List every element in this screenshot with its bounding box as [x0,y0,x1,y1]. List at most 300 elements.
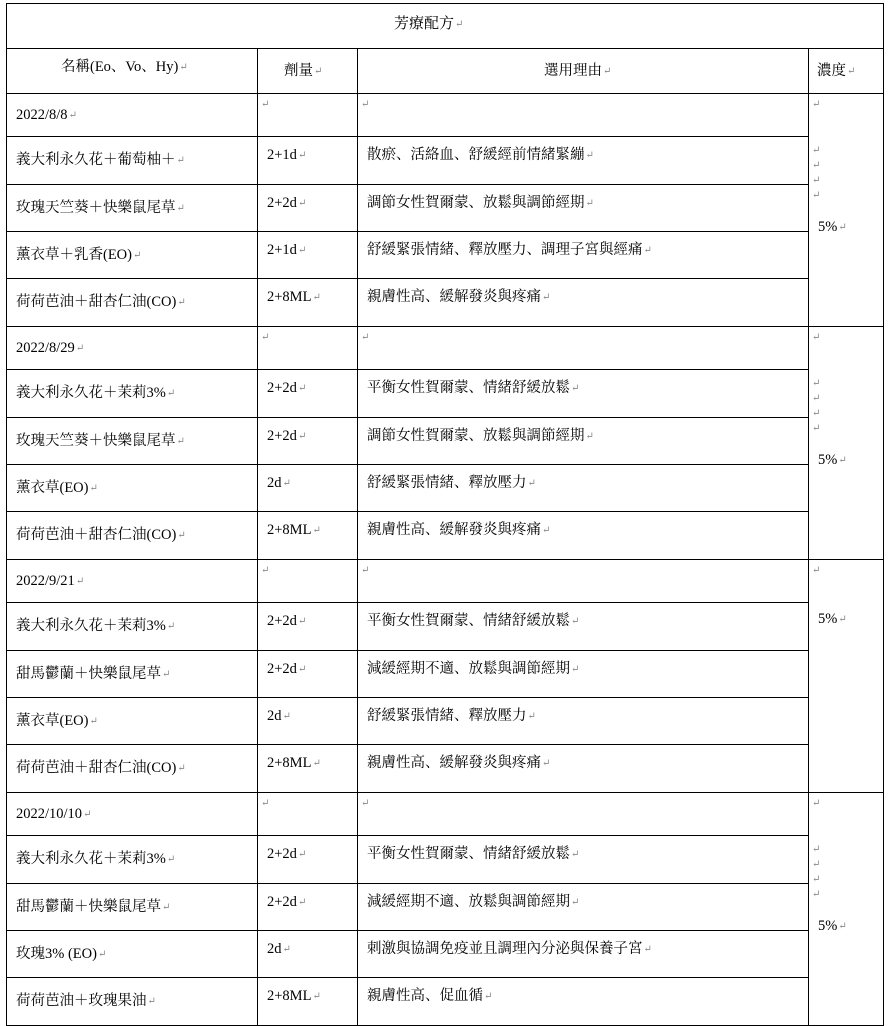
section-date [16,106,77,125]
ingredient-name [16,898,170,917]
ingredient-name-text: 荷荷芭油＋玫瑰果油 [16,993,147,1009]
dose-value-text: 2+2d [267,661,297,677]
ingredient-name [16,384,175,403]
reason-text [367,146,594,165]
concentration-value-text: 5% [818,219,838,235]
paragraph-return-mark: ↵ [176,155,185,166]
concentration-left-border [808,136,809,326]
data-row-top-border [6,464,808,465]
aromatherapy-formula-table [6,3,884,1020]
data-row-col-border [357,697,358,744]
data-row-top-border [6,835,808,836]
reason-text [367,940,652,959]
concentration-value-text: 5% [818,452,838,468]
data-row-col-border [357,835,358,883]
date-row-col-border [6,93,7,136]
paragraph-return-mark: ↵ [97,949,107,960]
ingredient-name [16,712,98,731]
data-row-col-border [357,464,358,511]
header-col-border [6,48,7,93]
paragraph-return-mark: ↵ [297,664,307,675]
dose-value [267,707,291,726]
header-concentration [817,62,855,81]
empty-cell-mark [811,885,820,904]
header-col-border [257,48,258,93]
table-title [394,15,463,34]
dose-value-text: 2+1d [267,147,297,163]
reason-text-text: 親膚性高、促血循 [367,988,483,1004]
data-row-top-border [6,369,808,370]
reason-text-text: 平衡女性賀爾蒙、情緒舒緩放鬆 [367,613,570,629]
date-row-col-border [808,559,809,602]
reason-text [367,612,579,631]
paragraph-return-mark: ↵ [261,565,270,576]
paragraph-return-mark: ↵ [542,292,551,303]
date-row-col-border [883,326,884,369]
paragraph-return-mark: ↵ [297,245,307,256]
reason-text [367,379,579,398]
paragraph-return-mark: ↵ [812,99,821,110]
reason-text [367,521,550,540]
paragraph-return-mark: ↵ [261,332,270,343]
paragraph-return-mark: ↵ [297,150,307,161]
reason-text [367,987,492,1006]
paragraph-return-mark: ↵ [177,530,186,541]
date-row-top-border [6,792,884,793]
ingredient-name [16,479,98,498]
reason-text [367,707,536,726]
data-row-top-border [6,744,808,745]
data-row-col-border [257,278,258,326]
paragraph-return-mark: ↵ [571,616,580,627]
concentration-value-text: 5% [818,611,838,627]
paragraph-return-mark: ↵ [75,576,85,587]
dose-value [267,987,321,1006]
paragraph-return-mark: ↵ [812,160,821,171]
data-row-col-border [357,231,358,278]
date-row-col-border [257,93,258,136]
empty-cell-mark [260,794,269,813]
paragraph-return-mark: ↵ [147,996,156,1007]
paragraph-return-mark: ↵ [571,897,580,908]
reason-text-text: 親膚性高、緩解發炎與疼痛 [367,289,541,305]
dose-value [267,845,306,864]
ingredient-name-text: 義大利永久花＋茉莉3% [16,851,166,867]
data-row-left-border [6,417,7,464]
dose-value [267,146,306,165]
ingredient-name [16,199,185,218]
ingredient-name-text: 甜馬鬱蘭＋快樂鼠尾草 [16,899,161,915]
paragraph-return-mark: ↵ [162,902,171,913]
concentration-value [818,610,847,629]
data-row-top-border [6,417,808,418]
paragraph-return-mark: ↵ [812,565,821,576]
concentration-value [818,917,847,936]
header-col-border [357,48,358,93]
paragraph-return-mark: ↵ [838,614,847,625]
reason-text-text: 親膚性高、緩解發炎與疼痛 [367,522,541,538]
dose-value [267,521,321,540]
data-row-left-border [6,602,7,650]
data-row-col-border [357,369,358,417]
paragraph-return-mark: ↵ [361,332,370,343]
ingredient-name [16,992,156,1011]
data-row-col-border [357,930,358,977]
ingredient-name-text: 義大利永久花＋茉莉3% [16,618,166,634]
data-row-col-border [257,417,258,464]
data-row-col-border [257,602,258,650]
header-concentration-text: 濃度 [817,63,846,79]
paragraph-return-mark: ↵ [812,175,821,186]
paragraph-return-mark: ↵ [297,849,307,860]
dose-value [267,194,306,213]
date-row-col-border [883,792,884,835]
data-row-col-border [357,417,358,464]
date-row-col-border [6,792,7,835]
ingredient-name-text: 玫瑰天竺葵＋快樂鼠尾草 [16,200,176,216]
data-row-col-border [257,464,258,511]
data-row-top-border [6,511,808,512]
reason-text-text: 減緩經期不適、放鬆與調節經期 [367,894,570,910]
data-row-left-border [6,184,7,231]
date-row-col-border [357,792,358,835]
date-row-col-border [257,559,258,602]
data-row-col-border [257,136,258,184]
empty-cell-mark [360,561,369,580]
paragraph-return-mark: ↵ [812,332,821,343]
dose-value-text: 2+2d [267,195,297,211]
data-row-top-border [6,883,808,884]
paragraph-return-mark: ↵ [314,66,323,77]
paragraph-return-mark: ↵ [542,758,551,769]
data-row-left-border [6,835,7,883]
paragraph-return-mark: ↵ [812,859,821,870]
paragraph-return-mark: ↵ [571,664,580,675]
paragraph-return-mark: ↵ [166,854,176,865]
data-row-top-border [6,602,808,603]
data-row-col-border [357,602,358,650]
paragraph-return-mark: ↵ [297,897,307,908]
data-row-top-border [6,136,808,137]
data-row-col-border [257,835,258,883]
paragraph-return-mark: ↵ [527,478,536,489]
paragraph-return-mark: ↵ [176,203,185,214]
header-col-border [883,48,884,93]
paragraph-return-mark: ↵ [312,525,321,536]
date-row-col-border [257,326,258,369]
data-row-col-border [257,744,258,792]
data-row-left-border [6,650,7,697]
date-row-col-border [808,326,809,369]
paragraph-return-mark: ↵ [282,478,291,489]
header-dose-text: 劑量 [284,63,313,79]
paragraph-return-mark: ↵ [838,921,847,932]
ingredient-name [16,151,185,170]
dose-value [267,379,306,398]
dose-value-text: 2+8ML [267,522,312,538]
paragraph-return-mark: ↵ [89,716,98,727]
paragraph-return-mark: ↵ [162,669,171,680]
date-row-col-border [357,326,358,369]
paragraph-return-mark: ↵ [812,423,821,434]
data-row-top-border [6,697,808,698]
dose-value [267,288,321,307]
paragraph-return-mark: ↵ [643,245,652,256]
paragraph-return-mark: ↵ [812,798,821,809]
reason-text [367,893,579,912]
paragraph-return-mark: ↵ [312,991,321,1002]
reason-text-text: 減緩經期不適、放鬆與調節經期 [367,661,570,677]
empty-cell-mark [360,95,369,114]
header-reason [544,62,611,81]
paragraph-return-mark: ↵ [282,944,291,955]
reason-text-text: 舒緩緊張情緒、釋放壓力 [367,475,527,491]
paragraph-return-mark: ↵ [297,616,307,627]
concentration-value [818,451,847,470]
reason-text [367,194,594,213]
paragraph-return-mark: ↵ [542,525,551,536]
paragraph-return-mark: ↵ [282,711,291,722]
data-row-col-border [357,511,358,559]
paragraph-return-mark: ↵ [166,621,176,632]
reason-text [367,474,536,493]
data-row-left-border [6,977,7,1025]
concentration-right-border [883,136,884,326]
reason-text [367,845,579,864]
ingredient-name-text: 玫瑰天竺葵＋快樂鼠尾草 [16,433,176,449]
paragraph-return-mark: ↵ [812,874,821,885]
data-row-col-border [357,278,358,326]
ingredient-name-text: 薰衣草(EO) [16,480,89,496]
ingredient-name [16,246,141,265]
empty-cell-mark [811,561,820,580]
reason-text [367,660,579,679]
empty-cell-mark [811,794,820,813]
date-row-top-border [6,326,884,327]
data-row-top-border [6,650,808,651]
date-row-col-border [6,326,7,369]
data-row-col-border [257,697,258,744]
date-row-col-border [883,93,884,136]
section-date-text: 2022/8/8 [16,107,68,123]
section-date [16,572,84,591]
paragraph-return-mark: ↵ [297,383,307,394]
ingredient-name-text: 薰衣草(EO) [16,713,89,729]
data-row-left-border [6,744,7,792]
date-row-col-border [257,792,258,835]
data-row-left-border [6,883,7,930]
data-row-top-border [6,930,808,931]
dose-value [267,241,306,260]
date-row-col-border [357,93,358,136]
ingredient-name-text: 玫瑰3% (EO) [16,946,97,962]
date-row-col-border [6,559,7,602]
paragraph-return-mark: ↵ [484,991,493,1002]
ingredient-name-text: 荷荷芭油＋甜杏仁油(CO) [16,527,177,543]
concentration-left-border [808,602,809,792]
dose-value-text: 2d [267,708,282,724]
paragraph-return-mark: ↵ [361,565,370,576]
data-row-left-border [6,464,7,511]
table-title-text: 芳療配方 [394,16,455,32]
paragraph-return-mark: ↵ [812,190,821,201]
data-row-left-border [6,231,7,278]
table-top-border [6,3,884,4]
title-left-border [6,3,7,48]
empty-cell-mark [260,561,269,580]
data-row-left-border [6,136,7,184]
reason-text-text: 調節女性賀爾蒙、放鬆與調節經期 [367,195,585,211]
paragraph-return-mark: ↵ [812,889,821,900]
paragraph-return-mark: ↵ [179,62,188,73]
empty-cell-mark [360,794,369,813]
reason-text [367,427,594,446]
data-row-col-border [357,977,358,1025]
header-name [61,58,188,77]
data-row-col-border [257,231,258,278]
data-row-top-border [6,231,808,232]
section-date-text: 2022/10/10 [16,806,83,822]
paragraph-return-mark: ↵ [166,388,176,399]
paragraph-return-mark: ↵ [177,763,186,774]
paragraph-return-mark: ↵ [312,292,321,303]
paragraph-return-mark: ↵ [75,343,85,354]
concentration-right-border [883,602,884,792]
data-row-col-border [257,930,258,977]
data-row-col-border [357,744,358,792]
paragraph-return-mark: ↵ [838,222,847,233]
dose-value-text: 2+2d [267,380,297,396]
data-row-col-border [257,511,258,559]
data-row-col-border [357,650,358,697]
reason-text-text: 平衡女性賀爾蒙、情緒舒緩放鬆 [367,380,570,396]
paragraph-return-mark: ↵ [585,150,594,161]
paragraph-return-mark: ↵ [361,99,370,110]
dose-value [267,940,291,959]
concentration-value-text: 5% [818,918,838,934]
data-row-col-border [357,883,358,930]
paragraph-return-mark: ↵ [812,408,821,419]
dose-value-text: 2+8ML [267,289,312,305]
data-row-top-border [6,278,808,279]
dose-value [267,612,306,631]
data-row-col-border [357,184,358,231]
paragraph-return-mark: ↵ [585,431,594,442]
data-row-left-border [6,697,7,744]
date-row-col-border [883,559,884,602]
reason-text-text: 刺激與協調免疫並且調理內分泌與保養子宮 [367,941,643,957]
empty-cell-mark [260,328,269,347]
paragraph-return-mark: ↵ [838,455,847,466]
reason-text-text: 舒緩緊張情緒、釋放壓力、調理子宮與經痛 [367,242,643,258]
dose-value [267,660,306,679]
ingredient-name-text: 義大利永久花＋葡萄柚＋ [16,152,176,168]
section-date [16,805,91,824]
dose-value-text: 2+8ML [267,755,312,771]
paragraph-return-mark: ↵ [297,198,307,209]
date-row-top-border [6,93,884,94]
paragraph-return-mark: ↵ [89,483,98,494]
paragraph-return-mark: ↵ [176,436,185,447]
ingredient-name [16,945,106,964]
empty-cell-mark [360,328,369,347]
dose-value [267,427,306,446]
paragraph-return-mark: ↵ [68,110,77,121]
data-row-col-border [257,369,258,417]
ingredient-name [16,759,186,778]
data-row-col-border [257,883,258,930]
paragraph-return-mark: ↵ [261,99,270,110]
ingredient-name [16,526,186,545]
reason-text [367,288,550,307]
reason-text [367,241,652,260]
data-row-left-border [6,930,7,977]
date-row-col-border [808,792,809,835]
header-top-border [6,48,884,49]
header-col-border [808,48,809,93]
dose-value-text: 2+2d [267,613,297,629]
data-row-col-border [257,184,258,231]
paragraph-return-mark: ↵ [571,849,580,860]
paragraph-return-mark: ↵ [643,944,652,955]
date-row-top-border [6,559,884,560]
paragraph-return-mark: ↵ [571,383,580,394]
paragraph-return-mark: ↵ [812,145,821,156]
paragraph-return-mark: ↵ [312,758,321,769]
reason-text-text: 親膚性高、緩解發炎與疼痛 [367,755,541,771]
paragraph-return-mark: ↵ [812,844,821,855]
title-right-border [883,3,884,48]
paragraph-return-mark: ↵ [455,19,464,30]
header-name-text: 名稱(Eo、Vo、Hy) [61,59,179,75]
paragraph-return-mark: ↵ [297,431,307,442]
empty-cell-mark [811,328,820,347]
data-row-col-border [357,136,358,184]
concentration-left-border [808,369,809,559]
empty-cell-mark [260,95,269,114]
reason-text [367,754,550,773]
ingredient-name [16,432,185,451]
ingredient-name-text: 甜馬鬱蘭＋快樂鼠尾草 [16,666,161,682]
concentration-right-border [883,835,884,1025]
dose-value-text: 2+2d [267,846,297,862]
paragraph-return-mark: ↵ [177,297,186,308]
paragraph-return-mark: ↵ [812,393,821,404]
paragraph-return-mark: ↵ [133,250,142,261]
ingredient-name-text: 薰衣草＋乳香(EO) [16,247,132,263]
data-row-top-border [6,184,808,185]
reason-text-text: 舒緩緊張情緒、釋放壓力 [367,708,527,724]
paragraph-return-mark: ↵ [83,809,92,820]
header-reason-text: 選用理由 [544,63,602,79]
paragraph-return-mark: ↵ [603,66,612,77]
paragraph-return-mark: ↵ [812,378,821,389]
dose-value-text: 2d [267,475,282,491]
data-row-top-border [6,977,808,978]
date-row-col-border [357,559,358,602]
dose-value-text: 2+1d [267,242,297,258]
paragraph-return-mark: ↵ [361,798,370,809]
dose-value [267,754,321,773]
dose-value [267,474,291,493]
dose-value-text: 2+2d [267,428,297,444]
reason-text-text: 調節女性賀爾蒙、放鬆與調節經期 [367,428,585,444]
dose-value-text: 2+2d [267,894,297,910]
paragraph-return-mark: ↵ [847,66,856,77]
concentration-value [818,218,847,237]
empty-cell-mark [811,95,820,114]
data-row-left-border [6,278,7,326]
